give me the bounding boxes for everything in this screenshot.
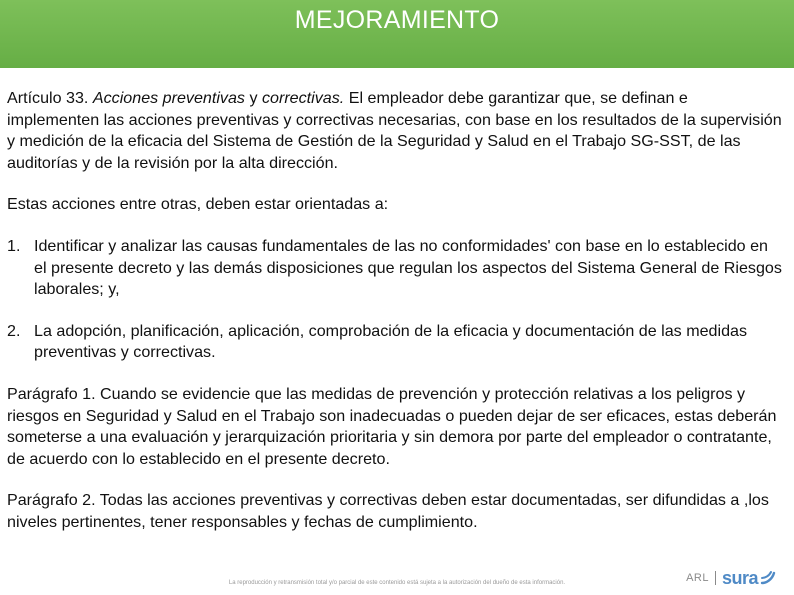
list-item-text: La adopción, planificación, aplicación, comprobación de la eficacia y documentación de las medidas preventivas y correctivas. — [34, 321, 748, 362]
article-title-part-2: correctivas. — [261, 89, 345, 107]
article-title-connector: y — [244, 89, 262, 107]
logo-sura-text: sura — [721, 567, 758, 588]
arl-sura-logo — [686, 566, 776, 590]
footer-disclaimer: La reproducción y retransmisión total y/o parcial de este contenido está sujeta a la autorización del dueño de esta información. — [228, 580, 566, 586]
list-item-text: Identificar y analizar las causas fundamentales de las no conformidades' con base en lo establecido en el presente decreto y las demás disposiciones que regulan los aspectos del Sistema General de Riesgos laborales; y, — [34, 236, 782, 299]
list-item-number: 2. — [7, 321, 21, 340]
article-paragraph — [7, 88, 783, 174]
logo-arl-text: ARL — [686, 572, 709, 584]
list-item — [7, 236, 783, 301]
title-bar — [0, 0, 794, 68]
paragraph-2: Parágrafo 2. Todas las acciones preventivas y correctivas deben estar documentadas, ser difundidas a ,los niveles pertinentes, tener responsables y fechas de cumplimiento. — [7, 491, 769, 531]
logo-divider — [715, 571, 716, 585]
paragraph-1: Parágrafo 1. Cuando se evidencie que las medidas de prevención y protección relativas a los peligros y riesgos en Seguridad y Salud en el Trabajo son inadecuadas o pueden dejar de ser eficaces, estas deberán someterse a una evaluación y jerarquización prioritaria y sin demora por parte del empleador o contratante, de acuerdo con lo establecido en el presente decreto. — [7, 384, 777, 468]
main-content — [7, 88, 783, 534]
lead-paragraph: Estas acciones entre otras, deben estar orientadas a: — [7, 195, 389, 214]
sura-swoosh-icon — [760, 569, 776, 587]
list-item-number: 1. — [7, 236, 21, 255]
article-text: El empleador debe garantizar que, se definan e implementen las acciones preventivas y correctivas necesarias, con base en los resultados de la supervisión y medición de la eficacia del Sistema de Gestión de la Seguridad y Salud en el Trabajo SG-SST, de las auditorías y de la revisión por la alta dirección. — [7, 89, 782, 172]
article-title-part-1: Acciones preventivas — [92, 89, 245, 107]
page-title: MEJORAMIENTO — [294, 6, 500, 34]
article-number: Artículo 33. — [7, 89, 93, 107]
list-item — [7, 321, 783, 364]
